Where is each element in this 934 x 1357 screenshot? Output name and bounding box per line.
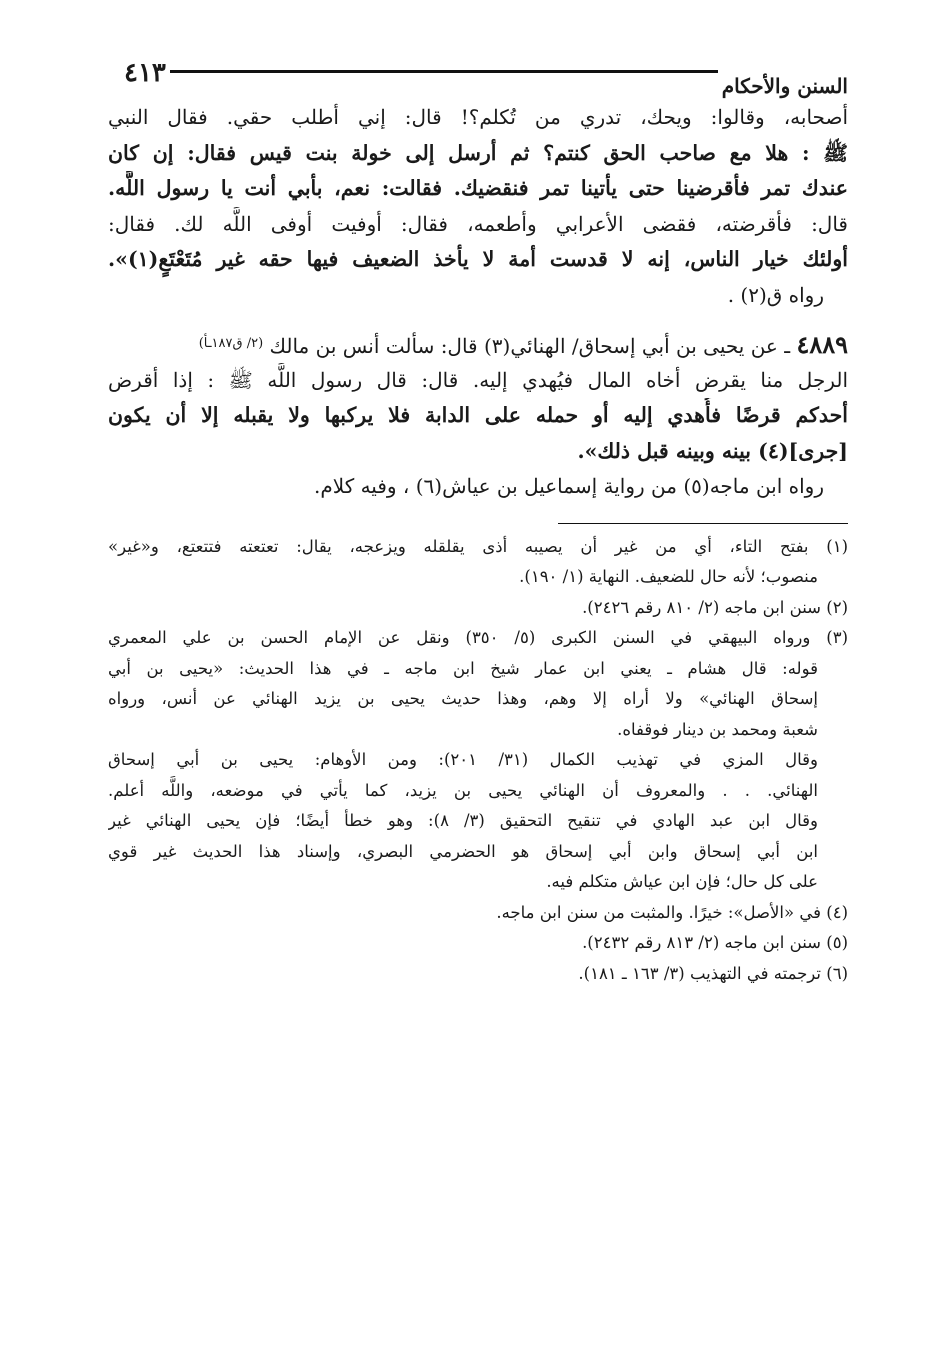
hadith-heading-text: ـ عن يحيى بن أبي إسحاق/ الهنائي(٣) قال: سألت أنس بن مالك [269,334,791,358]
footnote-line: وقال المزي في تهذيب الكمال (٣١/ ٢٠١): ومن الأوهام: يحيى بن أبي إسحاق [108,750,818,769]
footnote-line: (٥) سنن ابن ماجه (٢/ ٨١٣ رقم ٢٤٣٢). [582,933,848,952]
footnote-line: شعبة ومحمد بن دينار فوقفاه. [617,719,818,739]
footnote-line: إسحاق الهنائي» ولا أراه إلا وهم، وهذا حديث يحيى بن يزيد الهنائي عن أنس، ورواه [108,689,818,708]
text-line: أصحابه، وقالوا: ويحك، تدري من تُكلم؟! قال: إني أطلب حقي. فقال النبي [108,105,848,129]
text-line: أولئك خيار الناس، إنه لا قدست أمة لا يأخذ الضعيف فيها حقه غير مُتَعْتَعٍ(١)». [108,247,848,271]
text-line: الرجل منا يقرض أخاه المال فيُهدي إليه. قال: قال رسول اللَّه ﷺ : إذا أقرض [108,367,848,392]
text-line: [جرى](٤) بينه وبينه قبل ذلك». [577,438,848,463]
footnote-line: (٦) ترجمته في التهذيب (٣/ ١٦٣ ـ ١٨١). [578,963,848,983]
footnote-line: (٣) ورواه البيهقي في السنن الكبرى (٥/ ٣٥٠) ونقل عن الإمام الحسن بن علي المعمري [108,628,848,647]
footnote-line: وقال ابن عبد الهادي في تنقيح التحقيق (٣/ ٨): وهو خطأ أيضًا؛ فإن يحيى الهنائي غير [108,811,818,830]
footnote-line: ابن أبي إسحاق وابن أبي إسحاق هو الحضرمي البصري، وإسناد هذا الحديث غير قوي [108,841,818,861]
folio-marker: (٢/ ق١٨٧ـأ) [198,336,264,351]
text-line: ﷺ : هلا مع صاحب الحق كنتم؟ ثم أرسل إلى خولة بنت قيس فقال: إن كان [108,140,848,165]
text-line: قال: فأقرضته، فقضى الأعرابي وأطعمه، فقال: أوفيت أوفى اللَّه لك. فقال: [108,211,848,236]
footnote-line: (٤) في «الأصل»: خيرًا. والمثبت من سنن ابن ماجه. [496,902,848,922]
source-line: رواه ق(٢) . [727,282,824,307]
main-text [108,100,848,505]
footnote-line: (١) بفتح التاء، أي من غير أن يصيبه أذى يقلقله ويزعجه، يقال: تعتعته فتتعتع، و«غير» [108,536,848,556]
footnote-2 [108,593,848,624]
page-number: ٤١٣ [124,58,166,88]
footnote-line: الهنائي. . . والمعروف أن الهنائي يحيى بن يزيد، كما يأتي في موضعه، واللَّه أعلم. [108,780,818,800]
footnote-5 [108,928,848,959]
text-line: أحدكم قرضًا فأُهدي إليه أو حمله على الدابة فلا يركبها ولا يقبله إلا أن يكون [108,403,848,427]
hadith-number: ٤٨٨٩ [796,330,848,359]
book-page [108,48,848,989]
page-header [108,48,848,98]
header-rule [170,70,718,73]
footnote-1 [108,532,848,593]
footnote-line: منصوب؛ لأنه حال للضعيف. النهاية (١/ ١٩٠). [519,567,818,586]
footnote-3 [108,623,848,898]
footnote-line: قوله: قال هشام ـ يعني ابن عمار شيخ ابن ماجه ـ في هذا الحديث: «يحيى بن أبي [108,658,818,678]
hadith-heading-line [108,327,848,363]
footnotes [108,532,848,990]
footnote-rule [558,523,848,524]
source-line: رواه ابن ماجه(٥) من رواية إسماعيل بن عياش(٦) ، وفيه كلام. [314,474,824,498]
footnote-line: (٢) سنن ابن ماجه (٢/ ٨١٠ رقم ٢٤٢٦). [582,597,848,617]
text-line: عندك تمر فأقرضينا حتى يأتينا تمر فنقضيك. فقالت: نعم، بأبي أنت يا رسول اللَّه. [108,176,848,200]
footnote-4 [108,898,848,929]
footnote-line: على كل حال؛ فإن ابن عياش متكلم فيه. [546,872,818,891]
running-title: السنن والأحكام [721,74,848,98]
footnote-6 [108,959,848,990]
